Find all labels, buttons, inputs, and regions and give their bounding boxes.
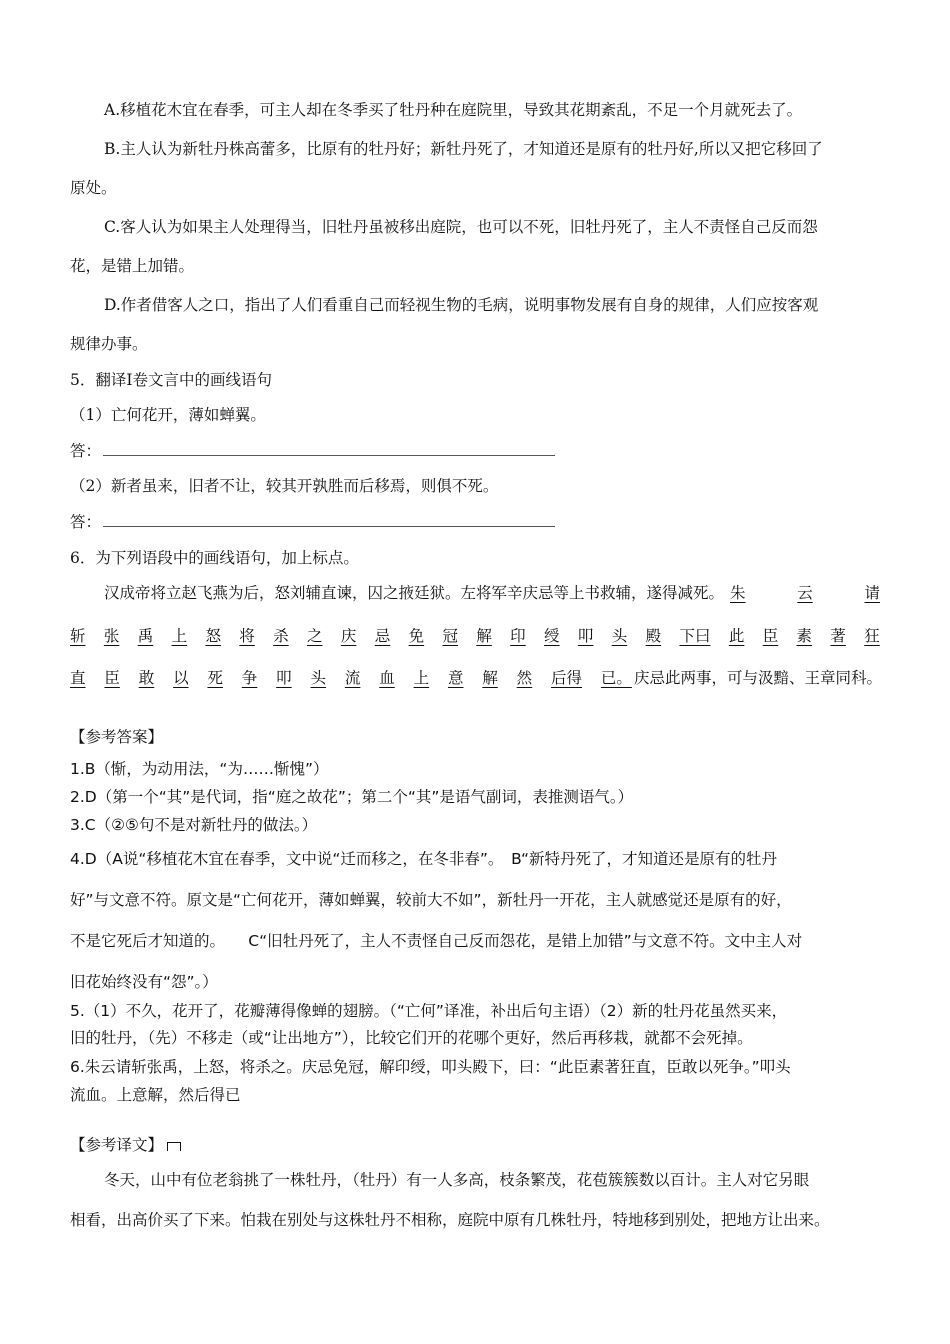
answers-heading: 【参考答案】: [70, 728, 164, 746]
underlined-char: 臣: [762, 627, 779, 645]
translation-heading-text: 【参考译文】: [70, 1136, 164, 1154]
underlined-char: 绶: [544, 627, 560, 645]
underlined-char: 头: [611, 627, 628, 645]
answer-label: 答：: [70, 513, 102, 531]
q5-sentence-1: （1）亡何花开，薄如蝉翼。: [70, 406, 266, 424]
q6-title: 6．为下列语段中的画线语句，加上标点。: [70, 549, 359, 567]
underlined-char: 之: [307, 627, 323, 645]
underlined-char: 下曰: [679, 627, 711, 645]
underlined-char: 朱: [730, 584, 746, 602]
q6-tail-text: 庆忌此两事，可与汲黯、王章同科。: [633, 669, 882, 687]
answer-5-line1: 5.（1）不久，花开了，花瓣薄得像蝉的翅膀。（“亡何”译准，补出后句主语）（2）新的牡丹花虽然买来，: [70, 1002, 788, 1020]
q4-option-c-line2: 花，是错上加错。: [70, 257, 195, 275]
translation-line1: 冬天，山中有位老翁挑了一株牡丹，（牡丹）有一人多高，枝条繁茂，花苞簇簇数以百计。主人对它另眼: [104, 1171, 810, 1189]
underlined-char: 上: [413, 669, 430, 687]
bracket-mark-icon: [167, 1142, 181, 1151]
q4-option-b-line1: B.主人认为新牡丹株高蕾多，比原有的牡丹好；新牡丹死了，才知道还是原有的牡丹好,所以又把它移回了: [104, 140, 823, 158]
q6-paragraph-line1: [104, 582, 880, 604]
underlined-char: 叩: [276, 669, 292, 687]
underlined-char: 请: [864, 584, 880, 602]
underlined-char: 怒: [205, 627, 221, 645]
underlined-char: 血: [379, 669, 395, 687]
underlined-char: 杀: [273, 627, 289, 645]
q5-sentence-2: （2）新者虽来，旧者不让，较其开孰胜而后移焉，则俱不死。: [70, 477, 499, 495]
q6-underlined-text-1: [730, 582, 880, 604]
underlined-char: 头: [310, 669, 327, 687]
answer-1: 1.B（惭，为动用法，“为……惭愧”）: [70, 760, 329, 778]
underlined-char: 狂: [864, 627, 880, 645]
translation-line2: 相看，出高价买了下来。怕栽在别处与这株牡丹不相称，庭院中原有几株牡丹，特地移到别处，把地方让出来。: [70, 1211, 830, 1229]
underlined-char: 上: [171, 627, 188, 645]
q6-paragraph-line3: [70, 667, 882, 689]
underlined-char: 已。: [600, 669, 632, 687]
q4-option-a: A.移植花木宜在春季，可主人却在冬季买了牡丹种在庭院里，导致其花期紊乱，不足一个月就死去了。: [104, 101, 803, 119]
underlined-char: 后得: [551, 669, 583, 687]
underlined-char: 此: [728, 627, 745, 645]
answer-6-line1: 6.朱云请斩张禹，上怒，将杀之。庆忌免冠，解印绶，叩头殿下，曰：“此臣素著狂直，臣敢以死争。”叩头: [70, 1058, 791, 1076]
answer-3: 3.C（②⑤句不是对新牡丹的做法。）: [70, 816, 318, 834]
underlined-char: 殿: [645, 627, 662, 645]
underlined-char: 解: [482, 669, 498, 687]
answer-2: 2.D（第一个“其”是代词，指“庭之故花”；第二个“其”是语气副词，表推测语气。）: [70, 788, 634, 806]
underlined-char: 直: [70, 669, 86, 687]
underlined-char: 张: [103, 627, 120, 645]
underlined-char: 意: [447, 669, 464, 687]
answer-label: 答：: [70, 442, 102, 460]
q4-option-c-line1: C.客人认为如果主人处理得当，旧牡丹虽被移出庭院，也可以不死，旧牡丹死了，主人不责怪自己反而怨: [104, 218, 818, 236]
underlined-char: 著: [830, 627, 846, 645]
underlined-char: 将: [239, 627, 255, 645]
underlined-char: 叩: [577, 627, 594, 645]
q6-underlined-text-3: [70, 667, 632, 689]
underlined-char: 禹: [137, 627, 154, 645]
answer-4-line1: 4.D（A说“移植花木宜在春季，文中说“迁而移之，在冬非春”。 B“新特丹死了，才知道还是原有的牡丹: [70, 850, 777, 868]
answer-4-line2: 好”与文意不符。原文是“亡何花开，薄如蝉翼，较前大不如”，新牡丹一开花，主人就感觉还是原有的好，: [70, 891, 792, 909]
underlined-char: 素: [796, 627, 813, 645]
answer-5-line2: 旧的牡丹，（先）不移走（或“让出地方”），比较它们开的花哪个更好，然后再移栽，就都不会死掉。: [70, 1029, 753, 1047]
q6-plain-text: 汉成帝将立赵飞燕为后，怒刘辅直谏，囚之掖廷狱。左将军辛庆忌等上书救辅，遂得减死。: [104, 584, 725, 602]
q5-title: 5．翻译Ⅰ卷文言中的画线语句: [70, 371, 272, 389]
q4-option-b-line2: 原处。: [70, 179, 117, 197]
answer-4-line4: 旧花始终没有“怨”。）: [70, 973, 218, 991]
underlined-char: 印: [510, 627, 526, 645]
underlined-char: 免: [408, 627, 425, 645]
q4-option-d-line1: D.作者借客人之口，指出了人们看重自己而轻视生物的毛病，说明事物发展有自身的规律，人们应按客观: [104, 296, 819, 314]
q5-answer-row-1: [70, 440, 555, 462]
underlined-char: 解: [476, 627, 492, 645]
underlined-char: 庆: [340, 627, 357, 645]
underlined-char: 争: [241, 669, 258, 687]
answer-blank-2[interactable]: [103, 512, 555, 527]
underlined-char: 然: [516, 669, 533, 687]
q4-option-d-line2: 规律办事。: [70, 335, 148, 353]
answer-6-line2: 流血。上意解，然后得已: [70, 1086, 241, 1104]
underlined-char: 冠: [442, 627, 458, 645]
translation-heading: [70, 1134, 181, 1156]
underlined-char: 流: [344, 669, 361, 687]
underlined-char: 以: [173, 669, 189, 687]
underlined-char: 云: [797, 584, 813, 602]
answer-4-line3: 不是它死后才知道的。 C“旧牡丹死了，主人不责怪自己反而怨花，是错上加错”与文意不符。文中主人对: [70, 932, 803, 950]
answer-blank-1[interactable]: [103, 441, 555, 456]
underlined-char: 死: [207, 669, 223, 687]
q6-underlined-text-2: [70, 625, 880, 647]
underlined-char: 忌: [374, 627, 391, 645]
underlined-char: 敢: [138, 669, 155, 687]
underlined-char: 斩: [70, 627, 86, 645]
q5-answer-row-2: [70, 511, 555, 533]
underlined-char: 臣: [104, 669, 120, 687]
